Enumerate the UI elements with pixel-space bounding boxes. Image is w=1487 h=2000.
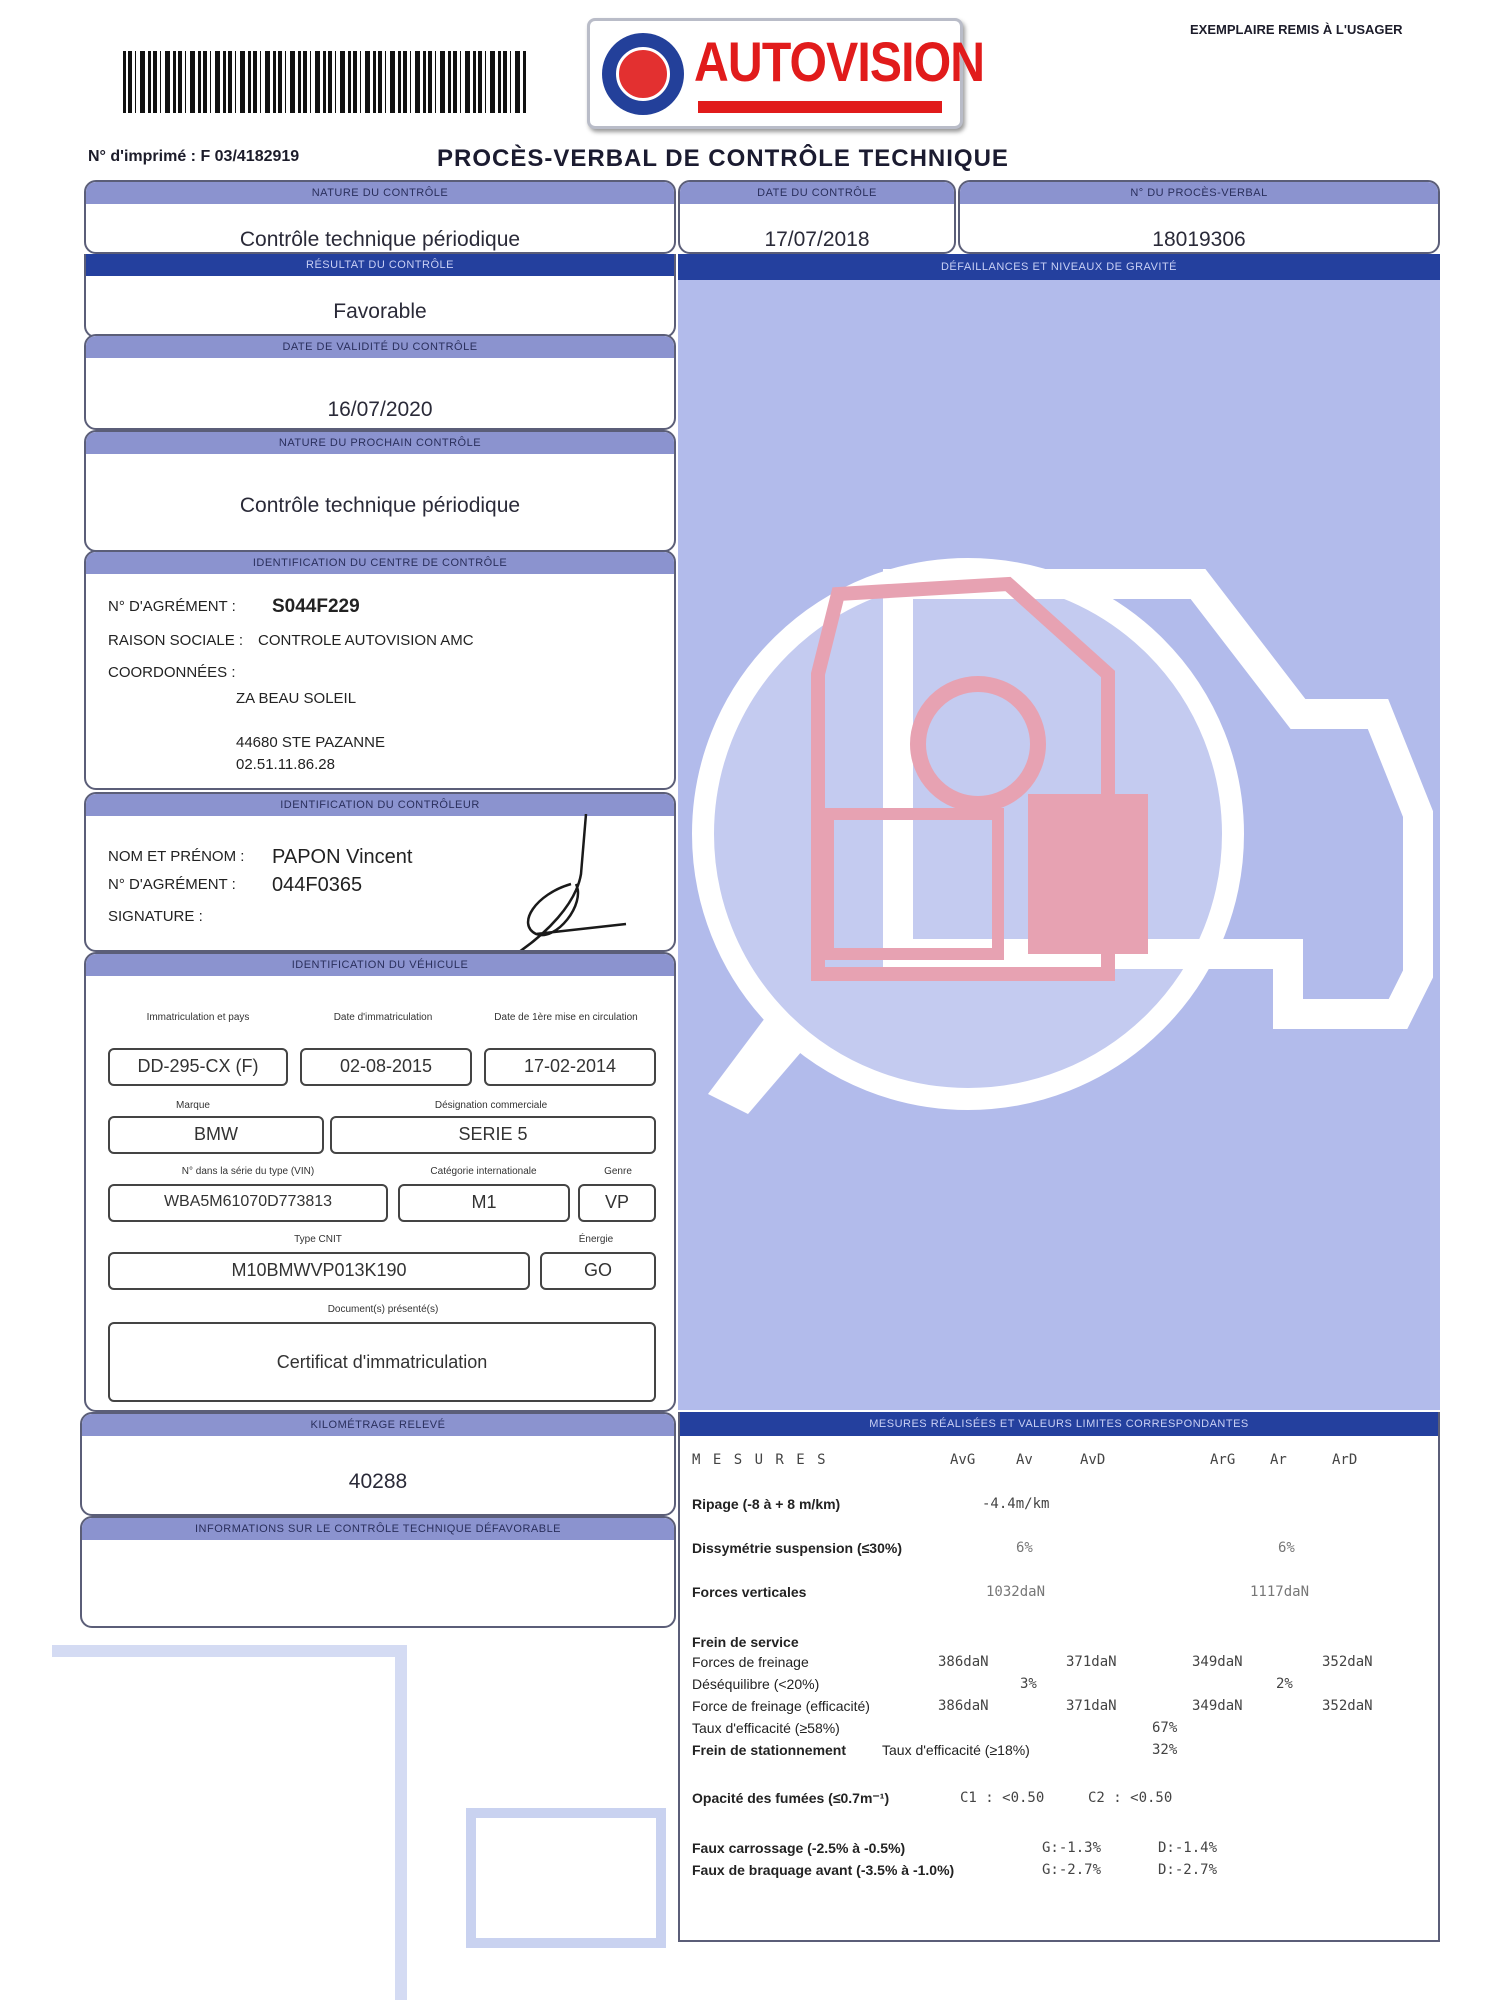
marque-label: Marque — [176, 1100, 210, 1111]
fe-arg: 349daN — [1192, 1698, 1243, 1714]
marque-field: BMW — [108, 1116, 324, 1154]
date-circ-label: Date de 1ère mise en circulation — [494, 1012, 638, 1023]
vehicule-header: IDENTIFICATION DU VÉHICULE — [86, 954, 674, 976]
dissym-ar: 6% — [1278, 1540, 1295, 1556]
dissym-av: 6% — [1016, 1540, 1033, 1556]
centre-raison-label: RAISON SOCIALE : — [108, 632, 244, 649]
logo-car-icon — [602, 33, 684, 115]
forces-verticales-av: 1032daN — [986, 1584, 1046, 1600]
kilometrage-box — [80, 1412, 676, 1516]
resultat-box — [84, 254, 676, 338]
nature-controle-box — [84, 180, 676, 254]
centre-agrement-value: S044F229 — [272, 596, 360, 617]
fe-avd: 371daN — [1066, 1698, 1117, 1714]
designation-field: SERIE 5 — [330, 1116, 656, 1154]
kilometrage-header: KILOMÉTRAGE RELEVÉ — [82, 1414, 674, 1436]
forces-verticales-ar: 1117daN — [1250, 1584, 1310, 1600]
centre-coord-label: COORDONNÉES : — [108, 664, 236, 681]
col-av: Av — [1016, 1452, 1033, 1468]
opacite-c1: C1 : <0.50 — [960, 1790, 1045, 1806]
immat-label: Immatriculation et pays — [146, 1012, 250, 1023]
ripage-value: -4.4m/km — [982, 1496, 1050, 1512]
categorie-field: M1 — [398, 1184, 570, 1222]
defaillances-panel — [678, 254, 1440, 1410]
ff-arg: 349daN — [1192, 1654, 1243, 1670]
stationnement-label: Frein de stationnement — [692, 1742, 847, 1758]
handwritten-signature — [476, 814, 676, 952]
frein-service-label: Frein de service — [692, 1634, 799, 1650]
prochain-box — [84, 430, 676, 552]
defaillances-header: DÉFAILLANCES ET NIVEAUX DE GRAVITÉ — [678, 254, 1440, 280]
document-field: Certificat d'immatriculation — [108, 1322, 656, 1402]
centre-header: IDENTIFICATION DU CENTRE DE CONTRÔLE — [86, 552, 674, 574]
prochain-value: Contrôle technique périodique — [239, 494, 521, 517]
col-avd: AvD — [1080, 1452, 1106, 1468]
energie-label: Énergie — [578, 1234, 614, 1245]
resultat-value: Favorable — [333, 300, 427, 323]
informations-box — [80, 1516, 676, 1628]
immat-field: DD-295-CX (F) — [108, 1048, 288, 1086]
deseq-av: 3% — [1020, 1676, 1037, 1692]
vin-field: WBA5M61070D773813 — [108, 1184, 388, 1222]
taux-value: 67% — [1152, 1720, 1178, 1736]
validite-header: DATE DE VALIDITÉ DU CONTRÔLE — [86, 336, 674, 358]
magnifier-car-icon — [678, 254, 1440, 1410]
col-arg: ArG — [1210, 1452, 1236, 1468]
stationnement-value: 32% — [1152, 1742, 1178, 1758]
energie-field: GO — [540, 1252, 656, 1290]
centre-box — [84, 550, 676, 790]
date-controle-header: DATE DU CONTRÔLE — [680, 182, 954, 204]
page-title: PROCÈS-VERBAL DE CONTRÔLE TECHNIQUE — [437, 145, 1009, 172]
taux-label: Taux d'efficacité (≥58%) — [692, 1720, 840, 1736]
date-immat-label: Date d'immatriculation — [333, 1012, 433, 1023]
pv-number-value: 18019306 — [1152, 228, 1246, 251]
carrossage-d: D:-1.4% — [1158, 1840, 1218, 1856]
centre-agrement-label: N° D'AGRÉMENT : — [108, 598, 236, 615]
date-circ-field: 17-02-2014 — [484, 1048, 656, 1086]
controleur-signature-label: SIGNATURE : — [108, 908, 203, 925]
informations-header: INFORMATIONS SUR LE CONTRÔLE TECHNIQUE DÉFAVORABLE — [82, 1518, 674, 1540]
date-immat-field: 02-08-2015 — [300, 1048, 472, 1086]
prochain-header: NATURE DU PROCHAIN CONTRÔLE — [86, 432, 674, 454]
fe-avg: 386daN — [938, 1698, 989, 1714]
deseq-label: Déséquilibre (<20%) — [692, 1676, 820, 1692]
ripage-label: Ripage (-8 à + 8 m/km) — [692, 1496, 841, 1512]
copy-note: EXEMPLAIRE REMIS À L'USAGER — [1190, 22, 1403, 37]
vin-label: N° dans la série du type (VIN) — [181, 1166, 315, 1177]
kilometrage-value: 40288 — [348, 1470, 408, 1493]
col-ard: ArD — [1332, 1452, 1358, 1468]
validite-value: 16/07/2020 — [327, 398, 433, 421]
deseq-ar: 2% — [1276, 1676, 1293, 1692]
col-ar: Ar — [1270, 1452, 1287, 1468]
imprime-number: N° d'imprimé : F 03/4182919 — [88, 148, 300, 165]
opacite-c2: C2 : <0.50 — [1088, 1790, 1173, 1806]
pv-number-header: N° DU PROCÈS-VERBAL — [960, 182, 1438, 204]
categorie-label: Catégorie internationale — [430, 1166, 537, 1177]
controleur-name-value: PAPON Vincent — [272, 846, 413, 868]
stationnement-taux-label: Taux d'efficacité (≥18%) — [882, 1742, 1030, 1758]
braquage-g: G:-2.7% — [1042, 1862, 1102, 1878]
controleur-agrement-value: 044F0365 — [272, 874, 363, 896]
barcode — [115, 45, 535, 121]
centre-addr2: 44680 STE PAZANNE — [236, 734, 385, 751]
nature-controle-value: Contrôle technique périodique — [239, 228, 521, 251]
genre-field: VP — [578, 1184, 656, 1222]
mesures-box — [678, 1412, 1440, 1942]
centre-addr1: ZA BEAU SOLEIL — [236, 690, 357, 707]
logo-text: AUTOVISION — [694, 30, 985, 93]
nature-controle-header: NATURE DU CONTRÔLE — [86, 182, 674, 204]
centre-phone: 02.51.11.86.28 — [236, 756, 335, 773]
vehicule-box — [84, 952, 676, 1412]
col-avg: AvG — [950, 1452, 976, 1468]
type-label: Type CNIT — [294, 1234, 342, 1245]
date-controle-value: 17/07/2018 — [764, 228, 870, 251]
scan-border-decoration — [52, 1645, 407, 2000]
controleur-header: IDENTIFICATION DU CONTRÔLEUR — [86, 794, 674, 816]
controleur-agrement-label: N° D'AGRÉMENT : — [108, 876, 236, 893]
designation-label: Désignation commerciale — [434, 1100, 548, 1111]
fe-ard: 352daN — [1322, 1698, 1373, 1714]
resultat-header: RÉSULTAT DU CONTRÔLE — [86, 254, 674, 276]
validite-box — [84, 334, 676, 430]
logo-tagline-bar — [698, 101, 942, 113]
opacite-label: Opacité des fumées (≤0.7m⁻¹) — [692, 1790, 890, 1806]
controleur-name-label: NOM ET PRÉNOM : — [108, 848, 245, 865]
braquage-label: Faux de braquage avant (-3.5% à -1.0%) — [692, 1862, 955, 1878]
type-field: M10BMWVP013K190 — [108, 1252, 530, 1290]
braquage-d: D:-2.7% — [1158, 1862, 1218, 1878]
stamp-frame — [466, 1808, 666, 1948]
mesures-header: MESURES RÉALISÉES ET VALEURS LIMITES CORRESPONDANTES — [680, 1412, 1438, 1436]
controleur-box — [84, 792, 676, 952]
document-label: Document(s) présenté(s) — [327, 1304, 439, 1315]
forces-freinage-label: Forces de freinage — [692, 1654, 809, 1670]
carrossage-g: G:-1.3% — [1042, 1840, 1102, 1856]
centre-raison-value: CONTROLE AUTOVISION AMC — [258, 632, 474, 649]
ff-ard: 352daN — [1322, 1654, 1373, 1670]
autovision-logo — [587, 18, 985, 129]
date-controle-box — [678, 180, 956, 254]
forces-verticales-label: Forces verticales — [692, 1584, 807, 1600]
dissym-label: Dissymétrie suspension (≤30%) — [692, 1540, 902, 1556]
pv-number-box — [958, 180, 1440, 254]
genre-label: Genre — [604, 1166, 632, 1177]
carrossage-label: Faux carrossage (-2.5% à -0.5%) — [692, 1840, 906, 1856]
ff-avd: 371daN — [1066, 1654, 1117, 1670]
ff-avg: 386daN — [938, 1654, 989, 1670]
mesures-title: M E S U R E S — [692, 1452, 828, 1468]
force-eff-label: Force de freinage (efficacité) — [692, 1698, 870, 1714]
